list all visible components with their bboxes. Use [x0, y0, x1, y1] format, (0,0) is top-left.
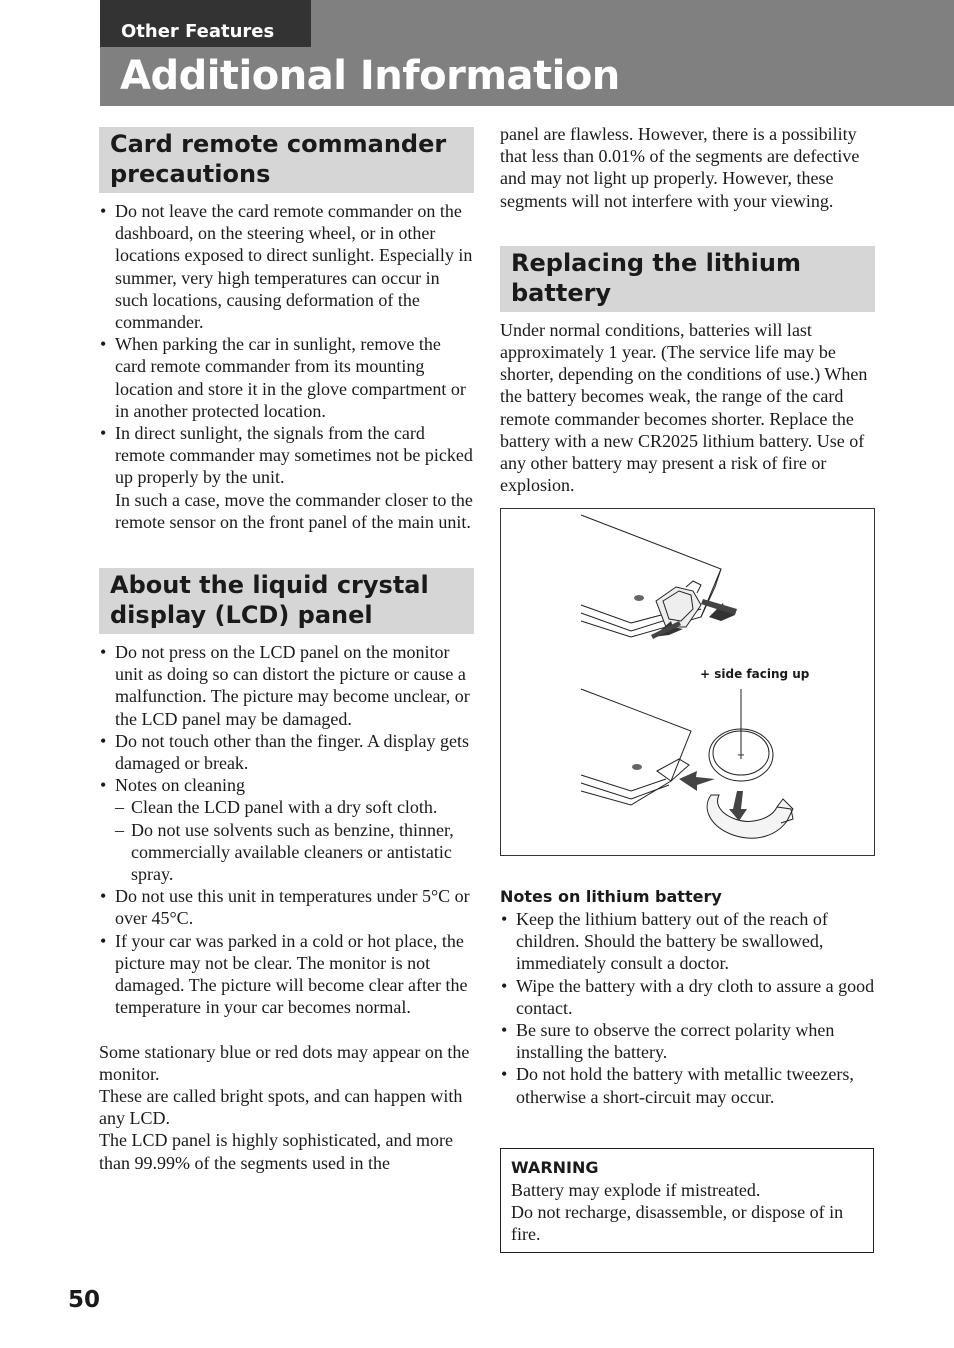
list-item	[99, 422, 474, 533]
list-item: – Clean the LCD panel with a dry soft cloth.	[115, 796, 474, 818]
notes-list	[500, 908, 876, 1108]
paragraph: These are called bright spots, and can happen with any LCD.	[99, 1085, 463, 1129]
section-label: Other Features	[121, 21, 275, 42]
battery-illustration	[501, 509, 874, 855]
continued-paragraph: panel are flawless. However, there is a possibility that less than 0.01% of the segments are defective and may not light up properly. However, these segments will not interfere with your viewing.	[500, 124, 860, 211]
notes-section	[500, 886, 876, 1108]
bright-spots-text	[99, 1041, 474, 1174]
right-column	[500, 123, 875, 496]
lcd-heading: About the liquid crystal display (LCD) panel	[99, 568, 474, 634]
figure-label: + side facing up	[700, 667, 810, 681]
page-number: 50	[68, 1287, 101, 1313]
battery-paragraph: Under normal conditions, batteries will last approximately 1 year. (The service life may be shorter, depending on the conditions of use.) When the battery becomes weak, the range of the card remote commander becomes shorter. Replace the battery with a new CR2025 lithium battery. Use of any other battery may present a risk of fire or explosion.	[500, 319, 868, 496]
warning-box	[500, 1148, 874, 1253]
list-item-text: In direct sunlight, the signals from the card remote commander may sometimes not be picked up properly by the unit.	[115, 423, 473, 488]
notes-heading: Notes on lithium battery	[500, 887, 722, 906]
left-column	[99, 127, 474, 1174]
cleaning-list	[115, 796, 474, 885]
battery-figure	[500, 508, 875, 856]
page-title: Additional Information	[120, 53, 620, 99]
svg-text:+: +	[736, 750, 746, 761]
list-item: • Do not leave the card remote commander on the dashboard, on the steering wheel, or in other locations exposed to direct sunlight. Especially in summer, very high temperatures can occur in such locations, causing deformation of the commander.	[99, 200, 474, 333]
list-item: • Wipe the battery with a dry cloth to assure a good contact.	[500, 975, 876, 1019]
warning-line: Battery may explode if mistreated.	[511, 1180, 761, 1200]
paragraph: Some stationary blue or red dots may appear on the monitor.	[99, 1041, 470, 1084]
card-precautions-heading: Card remote commander precautions	[99, 127, 474, 193]
section-tab	[100, 0, 311, 47]
lcd-list	[99, 641, 474, 1018]
list-item: • Be sure to observe the correct polarity when installing the battery.	[500, 1019, 876, 1063]
warning-heading: WARNING	[511, 1158, 599, 1177]
paragraph: The LCD panel is highly sophisticated, and more than 99.99% of the segments used in the	[99, 1130, 453, 1173]
list-item-text: Notes on cleaning	[115, 775, 245, 796]
list-item: • Do not hold the battery with metallic tweezers, otherwise a short-circuit may occur.	[500, 1063, 876, 1107]
list-item	[99, 774, 474, 885]
list-item: • Do not use this unit in temperatures under 5°C or over 45°C.	[99, 885, 474, 929]
list-item: • Do not press on the LCD panel on the monitor unit as doing so can distort the picture or cause a malfunction. The picture may become unclear, or the LCD panel may be damaged.	[99, 641, 474, 730]
battery-heading: Replacing the lithium battery	[500, 246, 875, 312]
list-item-text: In such a case, move the commander closer to the remote sensor on the front panel of the main unit.	[115, 489, 473, 532]
list-item: – Do not use solvents such as benzine, thinner, commercially available cleaners or antistatic spray.	[115, 819, 474, 886]
warning-line: Do not recharge, disassemble, or dispose of in fire.	[511, 1202, 844, 1245]
list-item: • When parking the car in sunlight, remove the card remote commander from its mounting location and store it in the glove compartment or in another protected location.	[99, 333, 474, 422]
list-item: • If your car was parked in a cold or hot place, the picture may not be clear. The monitor is not damaged. The picture will become clear after the temperature in your car becomes normal.	[99, 930, 474, 1019]
card-precautions-list	[99, 200, 474, 533]
list-item: • Keep the lithium battery out of the reach of children. Should the battery be swallowed, immediately consult a doctor.	[500, 908, 876, 975]
list-item: • Do not touch other than the finger. A display gets damaged or break.	[99, 730, 474, 774]
